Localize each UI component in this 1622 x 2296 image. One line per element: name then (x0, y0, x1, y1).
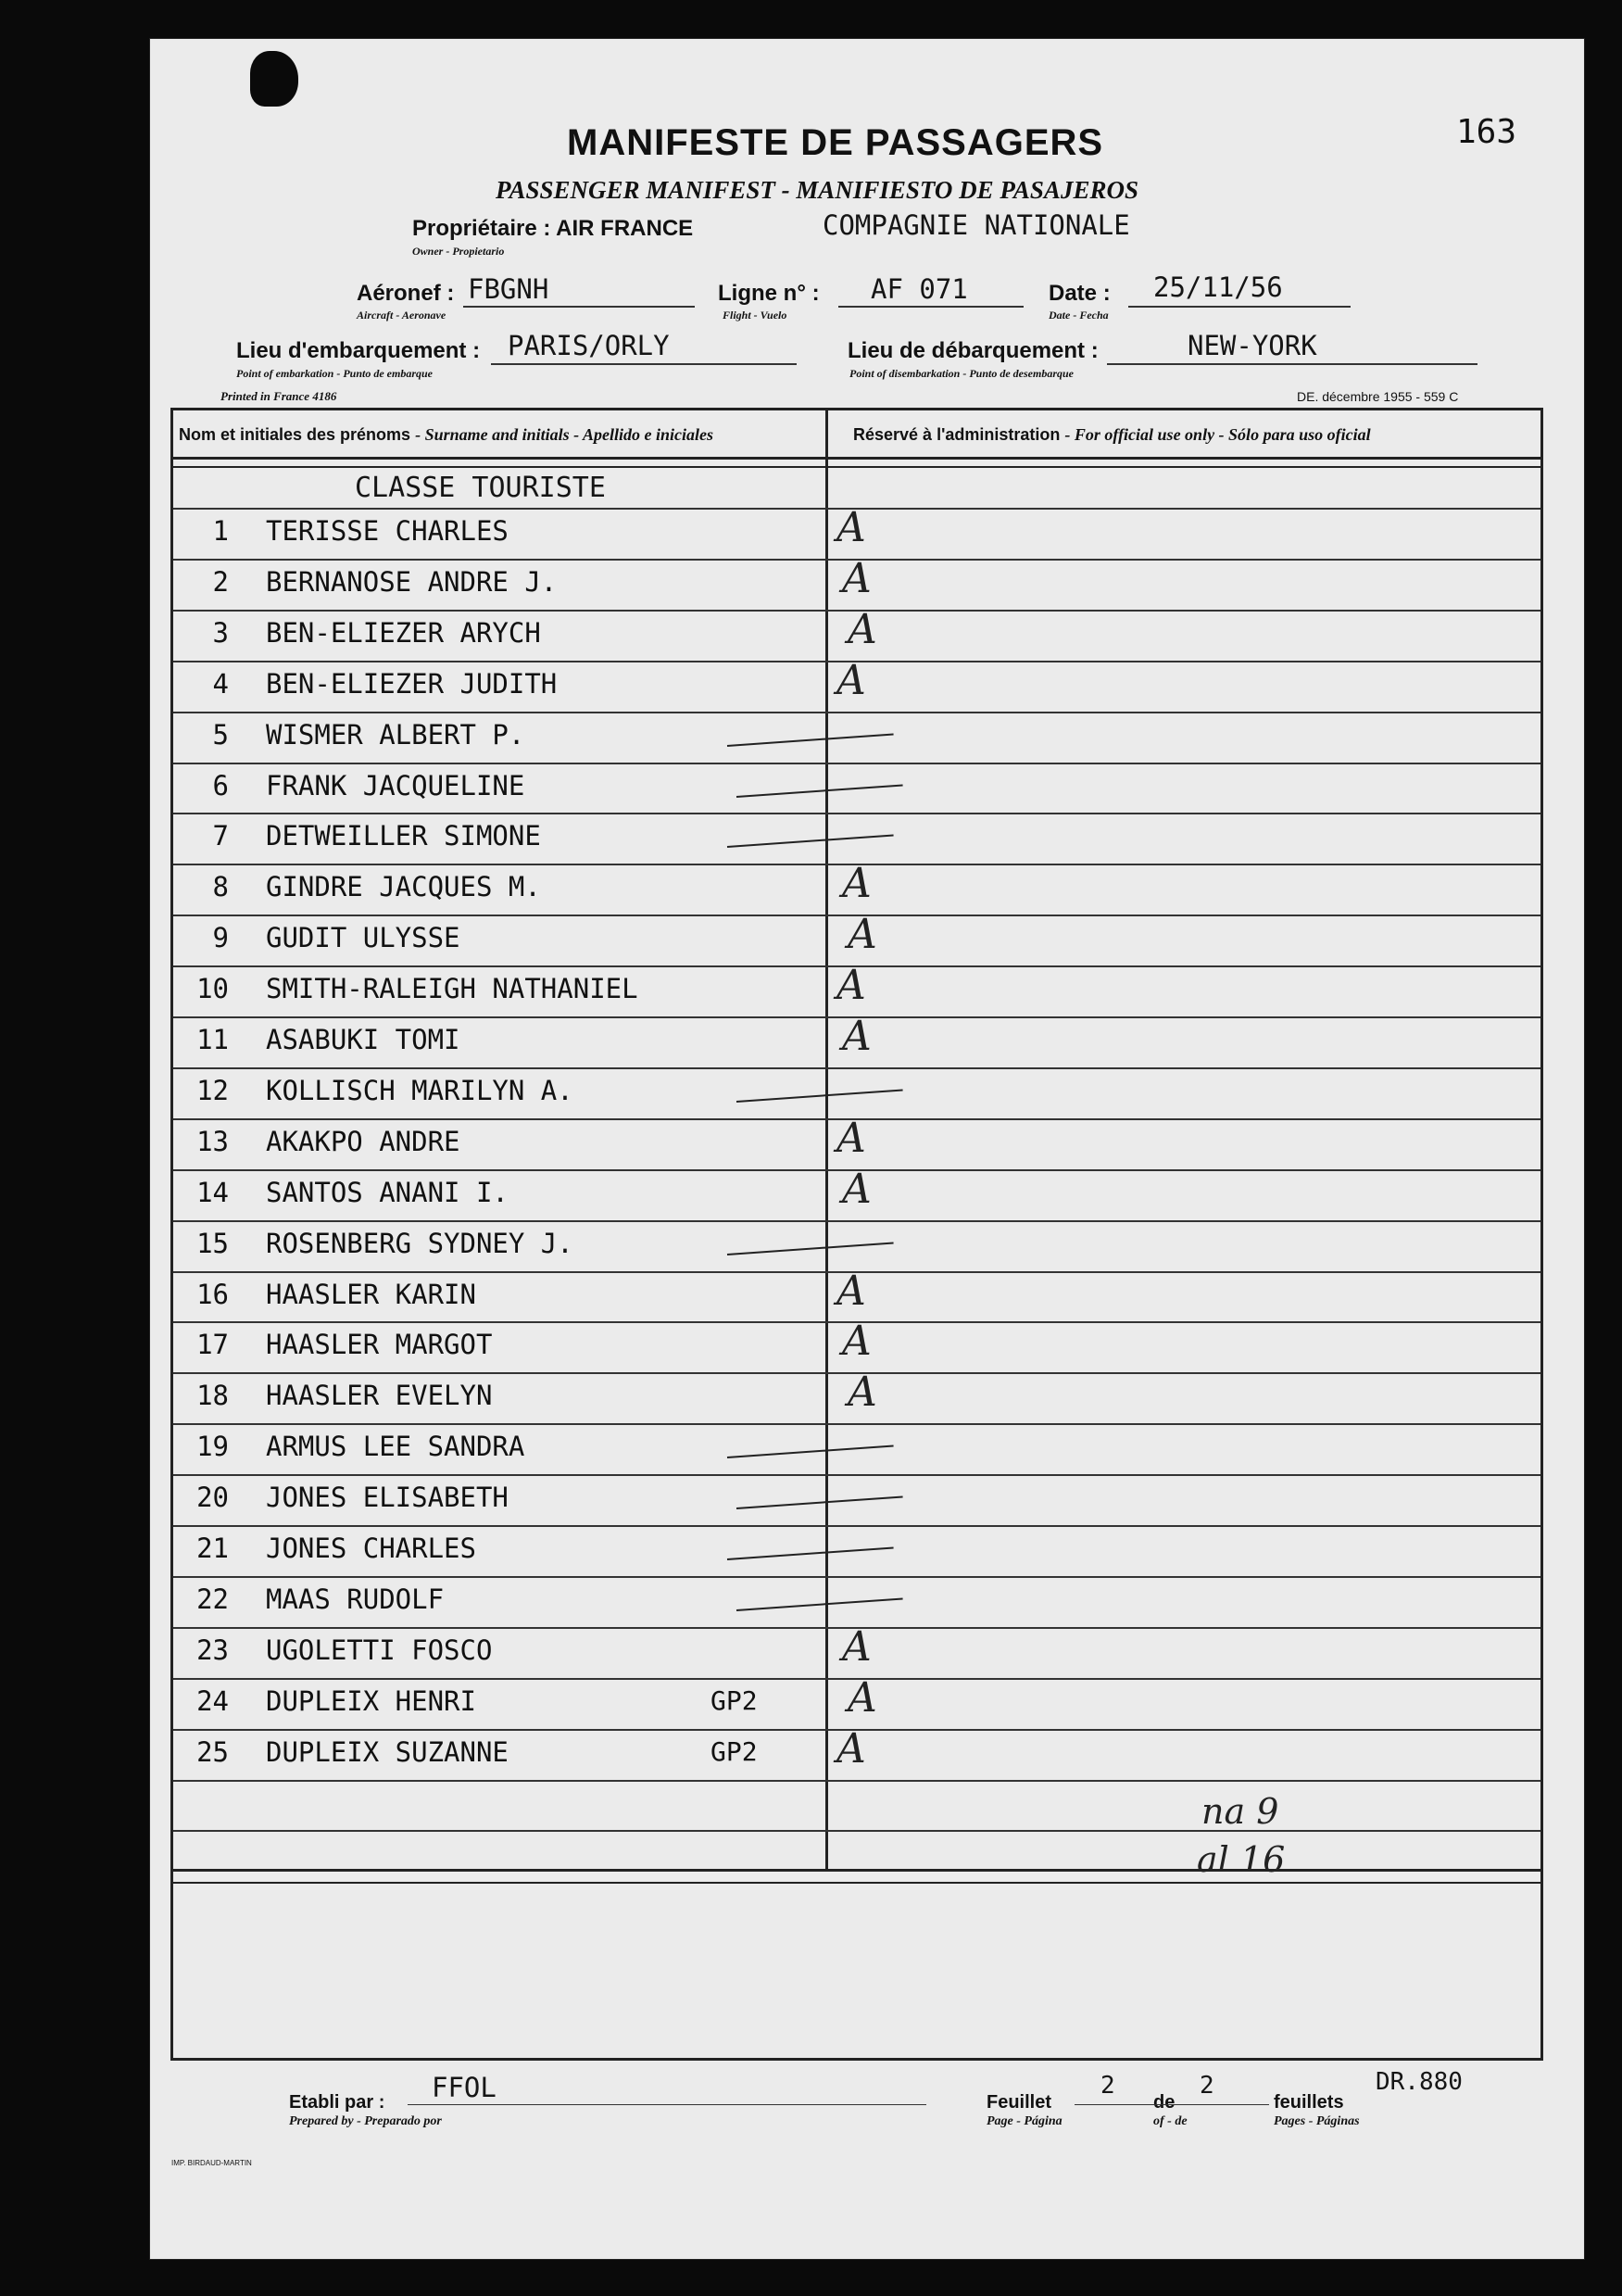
passenger-name: SANTOS ANANI I. (266, 1176, 509, 1208)
passenger-name: MAAS RUDOLF (266, 1583, 445, 1615)
passenger-name: BEN-ELIEZER ARYCH (266, 616, 541, 649)
passenger-table (170, 408, 1543, 2061)
admin-mark: A (848, 1369, 877, 1417)
admin-dash-mark (727, 733, 894, 747)
passenger-name: JONES CHARLES (266, 1533, 476, 1564)
passenger-name: ARMUS LEE SANDRA (266, 1431, 525, 1463)
page-title: MANIFESTE DE PASSAGERS (567, 122, 1104, 163)
row-number: 23 (196, 1634, 229, 1666)
row-rule (173, 1423, 1540, 1425)
passenger-name: GUDIT ULYSSE (266, 922, 460, 954)
imprint: IMP. BIRDAUD-MARTIN (171, 2159, 252, 2167)
passenger-name: DETWEILLER SIMONE (266, 820, 541, 852)
aircraft-label: Aéronef : (357, 281, 455, 306)
prepared-value: FFOL (432, 2072, 497, 2103)
passenger-name: BERNANOSE ANDRE J. (266, 565, 558, 598)
row-number: 19 (196, 1431, 229, 1463)
row-number: 8 (212, 871, 229, 903)
row-number: 11 (196, 1024, 229, 1055)
row-rule (173, 1830, 1540, 1832)
disembark-label: Lieu de débarquement : (848, 338, 1099, 363)
owner-value: COMPAGNIE NATIONALE (823, 209, 1130, 241)
row-rule (173, 1780, 1540, 1782)
disembark-sub: Point of disembarkation - Punto de desembarque (849, 367, 1075, 380)
admin-dash-mark (727, 1546, 894, 1560)
row-number: 18 (196, 1380, 229, 1412)
admin-mark: A (842, 1622, 872, 1671)
row-number: 20 (196, 1482, 229, 1514)
group-code: GP2 (710, 1684, 758, 1716)
date-value: 25/11/56 (1153, 271, 1283, 303)
row-number: 5 (212, 718, 229, 751)
passenger-name: JONES ELISABETH (266, 1482, 509, 1514)
row-number: 13 (196, 1125, 229, 1157)
row-rule (173, 1220, 1540, 1222)
admin-mark: A (842, 1165, 872, 1213)
passenger-name: BEN-ELIEZER JUDITH (266, 667, 558, 700)
of-sub: of - de (1153, 2114, 1188, 2128)
sheets-label: feuillets (1274, 2092, 1344, 2113)
row-number: 10 (196, 973, 229, 1005)
sheet-value: 2 (1100, 2072, 1115, 2100)
section-title: CLASSE TOURISTE (355, 472, 606, 504)
row-number: 12 (196, 1074, 229, 1106)
admin-dash-mark (736, 784, 903, 798)
aircraft-sub: Aircraft - Aeronave (357, 309, 446, 322)
flight-value: AF 071 (871, 273, 968, 305)
passenger-name: GINDRE JACQUES M. (266, 871, 541, 903)
embark-value: PARIS/ORLY (508, 330, 670, 361)
passenger-name: DUPLEIX HENRI (266, 1684, 476, 1717)
admin-mark: A (842, 860, 872, 908)
row-rule (173, 1525, 1540, 1527)
row-rule (173, 1474, 1540, 1476)
row-number: 4 (212, 667, 229, 700)
row-number: 16 (196, 1278, 229, 1310)
row-number: 7 (212, 820, 229, 852)
admin-dash-mark (727, 1445, 894, 1459)
admin-mark: A (836, 1724, 866, 1772)
passenger-name: KOLLISCH MARILYN A. (266, 1074, 573, 1106)
disembark-value: NEW-YORK (1188, 330, 1317, 361)
passenger-name: HAASLER KARIN (266, 1278, 476, 1310)
passenger-name: UGOLETTI FOSCO (266, 1634, 493, 1666)
passenger-name: DUPLEIX SUZANNE (266, 1735, 509, 1768)
admin-dash-mark (736, 1496, 903, 1510)
admin-mark: A (842, 554, 872, 602)
row-rule (173, 712, 1540, 713)
tally-na: na 9 (1201, 1791, 1279, 1832)
page-number: 163 (1456, 113, 1517, 151)
admin-mark: A (842, 1013, 872, 1060)
passenger-name: AKAKPO ANDRE (266, 1125, 460, 1157)
owner-label: Propriétaire : AIR FRANCE (412, 216, 694, 241)
admin-mark: A (848, 605, 877, 653)
row-number: 3 (212, 616, 229, 649)
admin-mark: A (836, 504, 866, 551)
admin-mark: A (836, 1267, 866, 1315)
col-name-header: Nom et initiales des prénoms - Surname and initials - Apellido e iniciales (179, 425, 713, 444)
row-rule (173, 763, 1540, 764)
row-number: 14 (196, 1176, 229, 1208)
prepared-label: Etabli par : (289, 2092, 385, 2113)
admin-dash-mark (727, 1242, 894, 1255)
page-subtitle: PASSENGER MANIFEST - MANIFIESTO DE PASAJEROS (496, 176, 1138, 204)
admin-mark: A (842, 1318, 872, 1366)
of-label: de (1153, 2092, 1176, 2113)
admin-mark: A (836, 962, 866, 1010)
reference-code: DR.880 (1376, 2068, 1463, 2096)
row-number: 1 (212, 515, 229, 547)
owner-sub: Owner - Propietario (412, 245, 505, 258)
flight-sub: Flight - Vuelo (723, 309, 787, 322)
aircraft-value: FBGNH (468, 273, 549, 305)
admin-dash-mark (736, 1597, 903, 1611)
passenger-name: WISMER ALBERT P. (266, 718, 525, 751)
sheet-sub: Page - Página (987, 2114, 1062, 2128)
sheet-label: Feuillet (987, 2092, 1052, 2113)
embark-sub: Point of embarkation - Punto de embarque (236, 367, 434, 380)
date-sub: Date - Fecha (1049, 309, 1109, 322)
row-number: 15 (196, 1227, 229, 1259)
row-number: 21 (196, 1533, 229, 1564)
admin-mark: A (836, 1114, 866, 1162)
group-code: GP2 (710, 1735, 758, 1767)
admin-mark: A (848, 911, 877, 959)
hole-punch (250, 51, 298, 107)
date-label: Date : (1049, 281, 1111, 306)
flight-label: Ligne n° : (718, 281, 820, 306)
passenger-name: ROSENBERG SYDNEY J. (266, 1227, 573, 1259)
row-rule (173, 813, 1540, 814)
passenger-name: SMITH-RALEIGH NATHANIEL (266, 973, 638, 1005)
printed-note: Printed in France 4186 (220, 389, 337, 403)
col-admin-header: Réservé à l'administration - For official use only - Sólo para uso oficial (853, 425, 1371, 444)
row-number: 17 (196, 1329, 229, 1361)
row-number: 22 (196, 1583, 229, 1615)
passenger-name: HAASLER MARGOT (266, 1329, 493, 1361)
row-number: 2 (212, 565, 229, 598)
row-rule (173, 1576, 1540, 1578)
row-number: 24 (196, 1684, 229, 1717)
sheets-sub: Pages - Páginas (1274, 2114, 1360, 2128)
passenger-name: HAASLER EVELYN (266, 1380, 493, 1412)
passenger-name: ASABUKI TOMI (266, 1024, 460, 1055)
passenger-name: FRANK JACQUELINE (266, 769, 525, 801)
row-number: 6 (212, 769, 229, 801)
admin-mark: A (848, 1673, 877, 1722)
admin-dash-mark (736, 1089, 903, 1103)
of-value: 2 (1200, 2072, 1214, 2100)
prepared-sub: Prepared by - Preparado por (289, 2114, 442, 2128)
row-number: 9 (212, 922, 229, 954)
passenger-name: TERISSE CHARLES (266, 515, 509, 547)
admin-dash-mark (727, 835, 894, 849)
row-rule (173, 1067, 1540, 1069)
tally-al: al 16 (1197, 1839, 1286, 1880)
admin-mark: A (836, 656, 866, 704)
embark-label: Lieu d'embarquement : (236, 338, 481, 363)
row-number: 25 (196, 1735, 229, 1768)
form-code: DE. décembre 1955 - 559 C (1297, 389, 1459, 404)
